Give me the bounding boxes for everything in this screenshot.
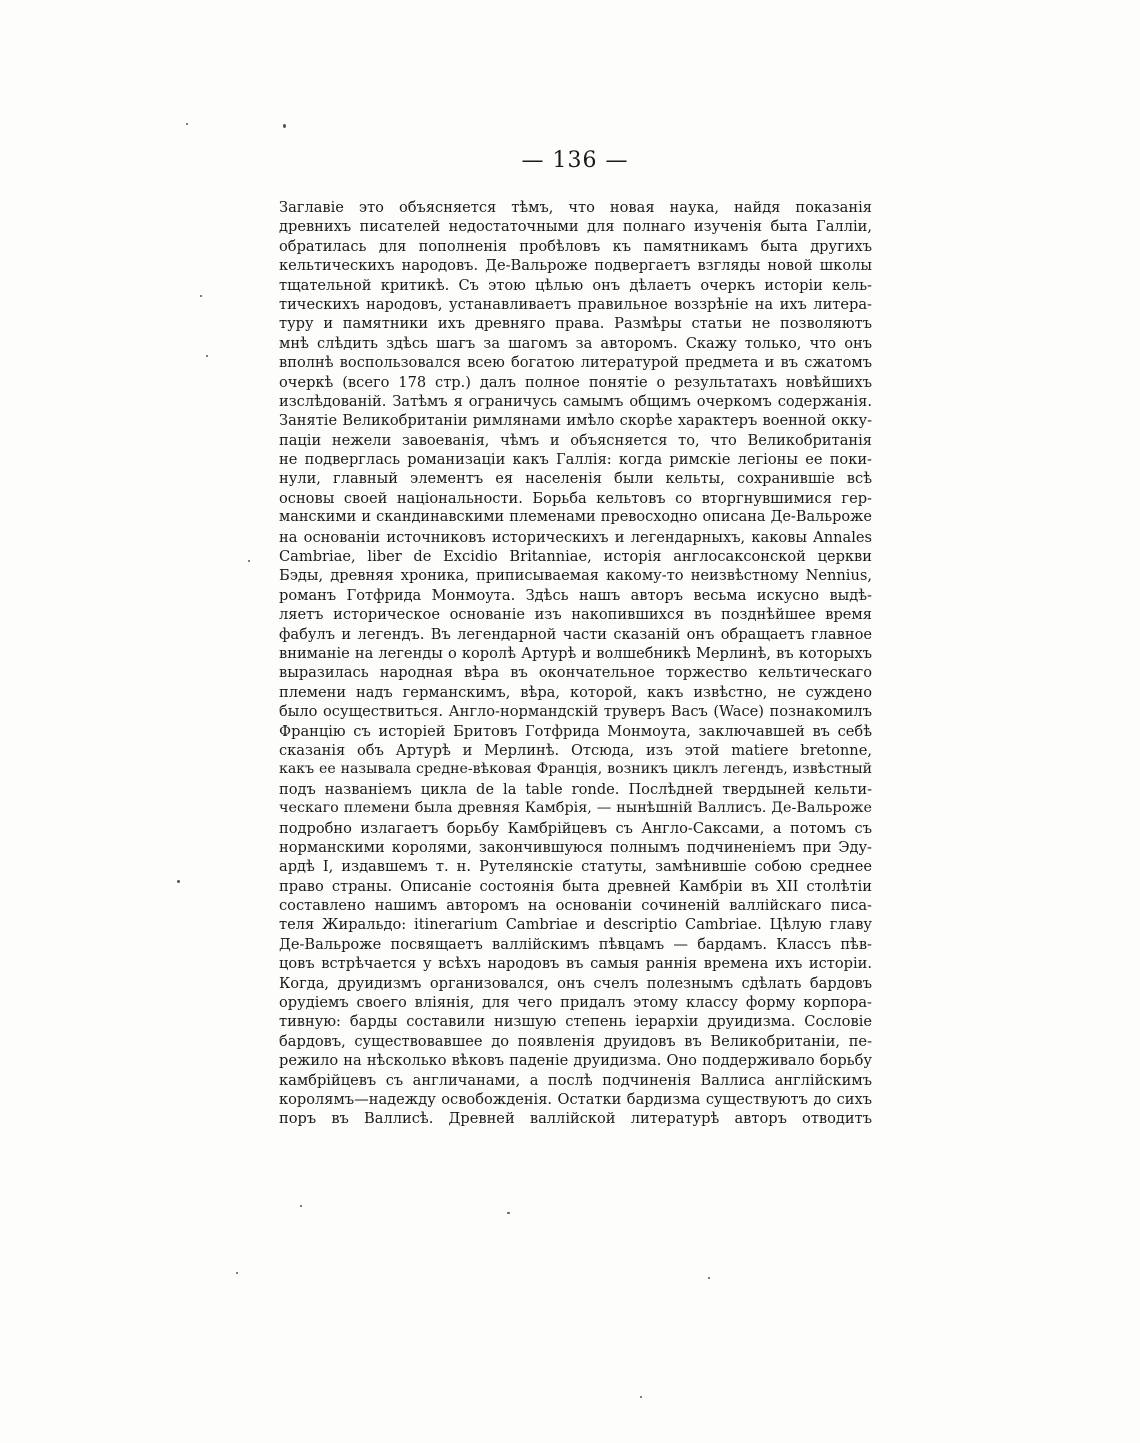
text-line: было осуществиться. Англо-нормандскій труверъ Васъ (Wace) познакомилъ (279, 703, 872, 721)
body-text (279, 198, 872, 1129)
text-line: подъ названіемъ цикла de la table ronde. Послѣдней твердыней кельти- (279, 780, 872, 798)
text-line: древнихъ писателей недостаточными для полнаго изученія быта Галліи, (279, 218, 872, 236)
text-line: Бэды, древняя хроника, приписываемая какому-то неизвѣстному Nennius, (279, 567, 872, 585)
text-line: на основаніи источниковъ историческихъ и легендарныхъ, каковы Annales (279, 528, 872, 546)
scan-speck (186, 123, 188, 125)
scan-speck (200, 295, 202, 297)
text-line: право страны. Описаніе состоянія быта древней Камбріи въ XII столѣтіи (279, 877, 872, 895)
text-line: очеркѣ (всего 178 стр.) далъ полное понятіе о результатахъ новѣйшихъ (279, 373, 872, 391)
scan-speck (283, 124, 286, 128)
text-line: обратилась для пополненія пробѣловъ къ памятникамъ быта другихъ (279, 237, 872, 255)
text-line: какъ ее называла средне-вѣковая Франція, возникъ циклъ легендъ, извѣстный (279, 761, 872, 778)
scan-speck (640, 1396, 642, 1398)
text-line: тивную: барды составили низшую степень іерархіи друидизма. Сословіе (279, 1013, 872, 1031)
scan-speck (236, 1272, 238, 1274)
text-line: орудіемъ своего вліянія, для чего придалъ этому классу форму корпора- (279, 994, 872, 1012)
text-line: бардовъ, существовавшее до появленія друидовъ въ Великобританіи, пе- (279, 1032, 872, 1050)
text-line: Занятіе Великобританіи римлянами имѣло скорѣе характеръ военной окку- (279, 412, 872, 430)
text-line: Cambriae, liber de Excidio Britanniae, исторія англосаксонской церкви (279, 548, 872, 566)
text-line: фабулъ и легендъ. Въ легендарной части сказаній онъ обращаетъ главное (279, 625, 872, 643)
page-number: — 136 — (521, 148, 629, 173)
text-line: романъ Готфрида Монмоута. Здѣсь нашъ авторъ весьма искусно выдѣ- (279, 586, 872, 604)
text-line: не подверглась романизаціи какъ Галлія: когда римскіе легіоны ее поки- (279, 451, 872, 469)
text-line: Францію съ исторіей Бритовъ Готфрида Монмоута, заключавшей въ себѣ (279, 722, 872, 740)
text-line: выразилась народная вѣра въ окончательное торжество кельтическаго (279, 664, 872, 682)
text-line: манскими и скандинавскими племенами превосходно описана Де-Вальроже (279, 509, 872, 526)
text-line: ляетъ историческое основаніе изъ накопившихся въ позднѣйшее время (279, 606, 872, 624)
text-line: тщательной критикѣ. Съ этою цѣлью онъ дѣлаетъ очеркъ исторіи кель- (279, 276, 872, 294)
scan-speck (300, 1205, 302, 1207)
text-line: Де-Вальроже посвящаетъ валлійскимъ пѣвцамъ — бардамъ. Классъ пѣв- (279, 935, 872, 953)
text-line: составлено нашимъ авторомъ на основаніи сочиненій валлійскаго писа- (279, 897, 872, 915)
text-line: королямъ—надежду освобожденія. Остатки бардизма существуютъ до сихъ (279, 1090, 872, 1108)
text-line: нули, главный элементъ ея населенія были кельты, сохранившіе всѣ (279, 470, 872, 488)
text-line: камбрійцевъ съ англичанами, а послѣ подчиненія Валлиса англійскимъ (279, 1071, 872, 1089)
text-line: кельтическихъ народовъ. Де-Вальроже подвергаетъ взгляды новой школы (279, 257, 872, 275)
text-line: ардѣ I, издавшемъ т. н. Рутелянскіе статуты, замѣнившіе собою среднее (279, 858, 872, 876)
text-line: племени надъ германскимъ, вѣра, которой, какъ извѣстно, не суждено (279, 683, 872, 701)
text-line: изслѣдованій. Затѣмъ я ограничусь самымъ общимъ очеркомъ содержанія. (279, 392, 872, 410)
text-line: вниманіе на легенды о королѣ Артурѣ и волшебникѣ Мерлинѣ, въ которыхъ (279, 644, 872, 662)
text-line: теля Жиральдо: itinerarium Cambriae и descriptio Cambriae. Цѣлую главу (279, 916, 872, 934)
text-line: мнѣ слѣдить здѣсь шагъ за шагомъ за авторомъ. Скажу только, что онъ (279, 334, 872, 352)
scan-speck (708, 1277, 710, 1279)
text-line: Когда, друидизмъ организовался, онъ счелъ полезнымъ сдѣлать бардовъ (279, 974, 872, 992)
text-line: ческаго племени была древняя Камбрія, — нынѣшній Валлисъ. Де-Вальроже (279, 800, 872, 817)
text-line: режило на нѣсколько вѣковъ паденіе друидизма. Оно поддерживало борьбу (279, 1052, 872, 1070)
text-line: вполнѣ воспользовался всею богатою литературой предмета и въ сжатомъ (279, 354, 872, 372)
text-line: подробно излагаетъ борьбу Камбрійцевъ съ Англо-Саксами, а потомъ съ (279, 819, 872, 837)
text-line: паціи нежели завоеванія, чѣмъ и объясняется то, что Великобританія (279, 431, 872, 449)
text-line: цовъ встрѣчается у всѣхъ народовъ въ самыя раннія времена ихъ исторіи. (279, 955, 872, 973)
scan-speck (248, 560, 250, 562)
text-line: сказанія объ Артурѣ и Мерлинѣ. Отсюда, изъ этой matiere bretonne, (279, 741, 872, 759)
text-line: основы своей національности. Борьба кельтовъ со вторгнувшимися гер- (279, 489, 872, 507)
text-line: норманскими королями, закончившуюся полнымъ подчиненіемъ при Эду- (279, 838, 872, 856)
text-line: тическихъ народовъ, устанавливаетъ правильное воззрѣніе на ихъ литера- (279, 295, 872, 313)
scan-speck (177, 880, 180, 883)
scan-speck (507, 1212, 510, 1214)
text-line: поръ въ Валлисѣ. Древней валлійской литературѣ авторъ отводитъ (279, 1110, 872, 1128)
text-line: туру и памятники ихъ древняго права. Размѣры статьи не позволяютъ (279, 315, 872, 333)
scan-speck (206, 355, 208, 357)
text-line: Заглавіе это объясняется тѣмъ, что новая наука, найдя показанія (279, 199, 872, 216)
